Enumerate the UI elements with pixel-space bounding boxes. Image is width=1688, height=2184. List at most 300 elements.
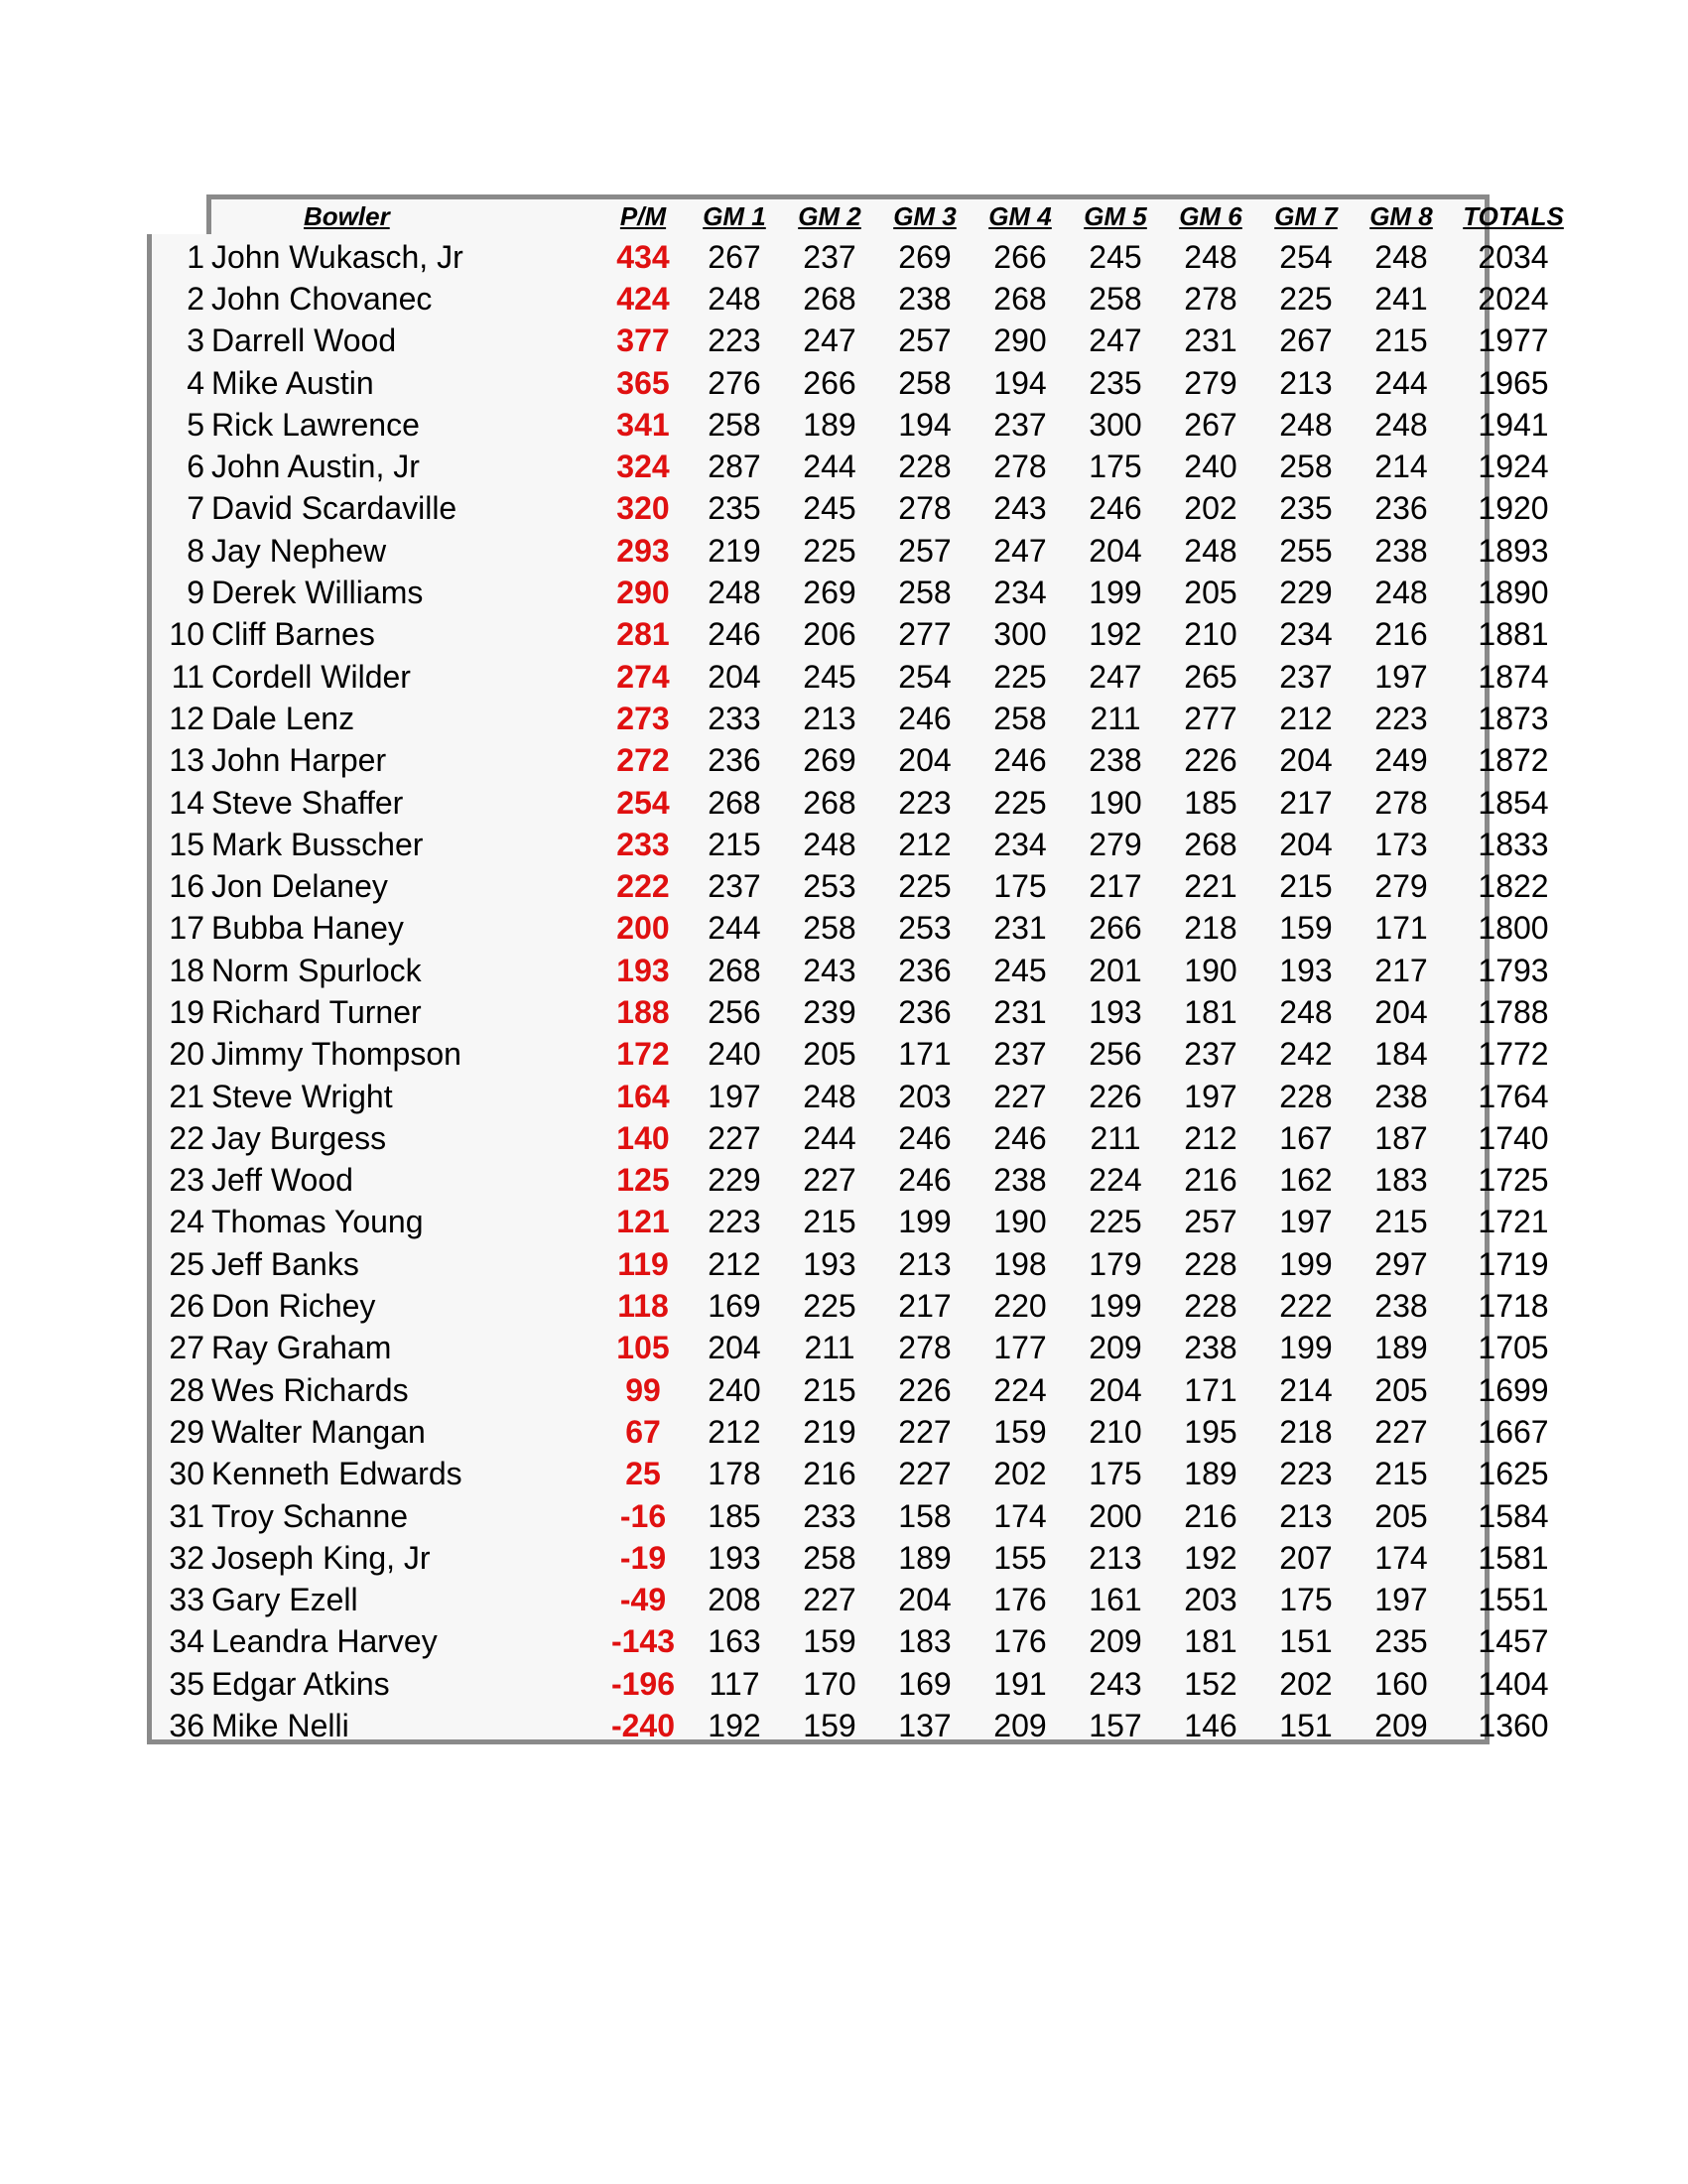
game-6-cell: 205 (1184, 575, 1237, 611)
total-cell: 1705 (1478, 1330, 1549, 1366)
game-5-cell: 209 (1089, 1330, 1142, 1366)
game-7-cell: 159 (1279, 910, 1333, 947)
total-cell: 1800 (1478, 910, 1549, 947)
game-5-cell: 258 (1089, 280, 1142, 317)
game-5-cell: 200 (1089, 1497, 1142, 1534)
bowler-name-cell: Jay Nephew (211, 532, 387, 569)
game-8-cell: 241 (1374, 280, 1428, 317)
game-1-cell: 163 (708, 1623, 761, 1660)
rank-cell: 27 (169, 1330, 204, 1366)
game-7-cell: 217 (1279, 784, 1333, 821)
game-5-cell: 192 (1089, 616, 1142, 653)
game-7-cell: 202 (1279, 1665, 1333, 1702)
bowler-name-cell: Kenneth Edwards (211, 1456, 462, 1492)
table-row (149, 404, 1578, 446)
game-8-cell: 204 (1374, 993, 1428, 1030)
pm-cell: -19 (619, 1539, 667, 1576)
game-3-cell: 226 (898, 1371, 952, 1408)
table-row (149, 1705, 1578, 1746)
header-totals: TOTALS (1463, 200, 1564, 231)
table-row (149, 1621, 1578, 1663)
game-6-cell: 226 (1184, 742, 1237, 779)
total-cell: 1581 (1478, 1539, 1549, 1576)
bowler-name-cell: Mark Busscher (211, 826, 424, 862)
game-7-cell: 215 (1279, 868, 1333, 905)
game-8-cell: 215 (1374, 1456, 1428, 1492)
total-cell: 1941 (1478, 406, 1549, 443)
game-8-cell: 216 (1374, 616, 1428, 653)
game-2-cell: 239 (803, 993, 856, 1030)
total-cell: 1772 (1478, 1036, 1549, 1073)
game-4-cell: 194 (993, 364, 1047, 401)
total-cell: 1977 (1478, 322, 1549, 359)
table-row (149, 1076, 1578, 1117)
game-7-cell: 167 (1279, 1119, 1333, 1156)
game-8-cell: 197 (1374, 1582, 1428, 1618)
game-1-cell: 229 (708, 1162, 761, 1199)
game-7-cell: 225 (1279, 280, 1333, 317)
rank-cell: 22 (169, 1119, 204, 1156)
rank-cell: 11 (171, 658, 204, 695)
game-2-cell: 213 (803, 700, 856, 736)
game-3-cell: 278 (898, 490, 952, 527)
game-1-cell: 212 (708, 1413, 761, 1450)
bowler-name-cell: Cliff Barnes (211, 616, 375, 653)
game-1-cell: 244 (708, 910, 761, 947)
pm-cell: 222 (616, 868, 670, 905)
game-8-cell: 278 (1374, 784, 1428, 821)
game-1-cell: 212 (708, 1245, 761, 1282)
game-5-cell: 300 (1089, 406, 1142, 443)
game-6-cell: 277 (1184, 700, 1237, 736)
bowler-name-cell: Darrell Wood (211, 322, 397, 359)
game-1-cell: 223 (708, 322, 761, 359)
game-5-cell: 179 (1089, 1245, 1142, 1282)
game-7-cell: 197 (1279, 1204, 1333, 1240)
game-1-cell: 258 (708, 406, 761, 443)
game-2-cell: 215 (803, 1204, 856, 1240)
game-8-cell: 205 (1374, 1371, 1428, 1408)
game-6-cell: 267 (1184, 406, 1237, 443)
rank-cell: 18 (169, 952, 204, 988)
pm-cell: 320 (616, 490, 670, 527)
game-6-cell: 181 (1184, 993, 1237, 1030)
game-5-cell: 245 (1089, 238, 1142, 275)
table-row (149, 1411, 1578, 1453)
table-row (149, 572, 1578, 613)
bowler-name-cell: David Scardaville (211, 490, 457, 527)
bowler-name-cell: Troy Schanne (211, 1497, 409, 1534)
game-7-cell: 228 (1279, 1078, 1333, 1114)
game-7-cell: 222 (1279, 1288, 1333, 1325)
table-row (149, 614, 1578, 656)
pm-cell: 434 (616, 238, 670, 275)
game-4-cell: 247 (993, 532, 1047, 569)
table-row (149, 1369, 1578, 1411)
pm-cell: 105 (616, 1330, 670, 1366)
pm-cell: 233 (616, 826, 670, 862)
pm-cell: 293 (616, 532, 670, 569)
header-row (149, 196, 1578, 236)
game-1-cell: 268 (708, 952, 761, 988)
game-2-cell: 193 (803, 1245, 856, 1282)
header-gm3: GM 3 (893, 200, 957, 231)
table-row (149, 991, 1578, 1033)
table-row (149, 698, 1578, 739)
game-3-cell: 183 (898, 1623, 952, 1660)
game-4-cell: 246 (993, 742, 1047, 779)
game-2-cell: 225 (803, 532, 856, 569)
pm-cell: 254 (616, 784, 670, 821)
rank-cell: 16 (169, 868, 204, 905)
game-8-cell: 238 (1374, 1078, 1428, 1114)
total-cell: 1854 (1478, 784, 1549, 821)
game-6-cell: 228 (1184, 1288, 1237, 1325)
game-8-cell: 236 (1374, 490, 1428, 527)
rank-cell: 32 (169, 1539, 204, 1576)
game-1-cell: 193 (708, 1539, 761, 1576)
bowler-name-cell: John Harper (211, 742, 387, 779)
game-6-cell: 231 (1184, 322, 1237, 359)
game-1-cell: 236 (708, 742, 761, 779)
game-3-cell: 189 (898, 1539, 952, 1576)
pm-cell: 274 (616, 658, 670, 695)
game-5-cell: 157 (1089, 1708, 1142, 1744)
game-7-cell: 248 (1279, 406, 1333, 443)
total-cell: 1872 (1478, 742, 1549, 779)
bowler-name-cell: Thomas Young (211, 1204, 424, 1240)
pm-cell: 193 (616, 952, 670, 988)
game-1-cell: 240 (708, 1371, 761, 1408)
bowler-name-cell: Steve Shaffer (211, 784, 404, 821)
game-3-cell: 269 (898, 238, 952, 275)
game-1-cell: 219 (708, 532, 761, 569)
game-4-cell: 202 (993, 1456, 1047, 1492)
bowler-name-cell: Jon Delaney (211, 868, 388, 905)
total-cell: 1699 (1478, 1371, 1549, 1408)
rank-cell: 5 (187, 406, 204, 443)
game-8-cell: 209 (1374, 1708, 1428, 1744)
game-8-cell: 223 (1374, 700, 1428, 736)
pm-cell: -16 (619, 1497, 667, 1534)
game-4-cell: 300 (993, 616, 1047, 653)
rank-cell: 13 (169, 742, 204, 779)
bowler-name-cell: John Chovanec (211, 280, 433, 317)
game-8-cell: 248 (1374, 238, 1428, 275)
bowler-name-cell: Don Richey (211, 1288, 376, 1325)
header-gm4: GM 4 (988, 200, 1052, 231)
game-3-cell: 246 (898, 1162, 952, 1199)
table-row (149, 908, 1578, 950)
total-cell: 1822 (1478, 868, 1549, 905)
game-7-cell: 229 (1279, 575, 1333, 611)
game-1-cell: 233 (708, 700, 761, 736)
game-4-cell: 198 (993, 1245, 1047, 1282)
bowler-name-cell: Jay Burgess (211, 1119, 387, 1156)
game-2-cell: 244 (803, 449, 856, 485)
game-2-cell: 258 (803, 1539, 856, 1576)
game-7-cell: 267 (1279, 322, 1333, 359)
game-4-cell: 237 (993, 1036, 1047, 1073)
game-8-cell: 297 (1374, 1245, 1428, 1282)
game-1-cell: 268 (708, 784, 761, 821)
game-4-cell: 176 (993, 1582, 1047, 1618)
game-7-cell: 175 (1279, 1582, 1333, 1618)
game-5-cell: 225 (1089, 1204, 1142, 1240)
game-4-cell: 268 (993, 280, 1047, 317)
game-3-cell: 278 (898, 1330, 952, 1366)
table-row (149, 362, 1578, 404)
game-4-cell: 278 (993, 449, 1047, 485)
game-5-cell: 199 (1089, 575, 1142, 611)
game-5-cell: 246 (1089, 490, 1142, 527)
game-6-cell: 190 (1184, 952, 1237, 988)
game-6-cell: 212 (1184, 1119, 1237, 1156)
game-6-cell: 171 (1184, 1371, 1237, 1408)
game-4-cell: 174 (993, 1497, 1047, 1534)
table-row (149, 530, 1578, 572)
total-cell: 1719 (1478, 1245, 1549, 1282)
game-5-cell: 193 (1089, 993, 1142, 1030)
rank-cell: 21 (169, 1078, 204, 1114)
game-3-cell: 253 (898, 910, 952, 947)
game-7-cell: 258 (1279, 449, 1333, 485)
game-5-cell: 201 (1089, 952, 1142, 988)
game-6-cell: 189 (1184, 1456, 1237, 1492)
game-5-cell: 266 (1089, 910, 1142, 947)
table-row (149, 1202, 1578, 1243)
game-2-cell: 269 (803, 575, 856, 611)
game-8-cell: 184 (1374, 1036, 1428, 1073)
rank-cell: 33 (169, 1582, 204, 1618)
game-8-cell: 197 (1374, 658, 1428, 695)
game-3-cell: 257 (898, 532, 952, 569)
game-8-cell: 249 (1374, 742, 1428, 779)
game-1-cell: 208 (708, 1582, 761, 1618)
pm-cell: 200 (616, 910, 670, 947)
game-1-cell: 169 (708, 1288, 761, 1325)
game-6-cell: 257 (1184, 1204, 1237, 1240)
game-6-cell: 192 (1184, 1539, 1237, 1576)
table-row (149, 321, 1578, 362)
game-7-cell: 234 (1279, 616, 1333, 653)
game-1-cell: 248 (708, 575, 761, 611)
game-6-cell: 248 (1184, 532, 1237, 569)
game-2-cell: 211 (804, 1330, 855, 1366)
game-3-cell: 204 (898, 1582, 952, 1618)
total-cell: 1833 (1478, 826, 1549, 862)
game-7-cell: 254 (1279, 238, 1333, 275)
bowler-name-cell: Norm Spurlock (211, 952, 422, 988)
game-3-cell: 246 (898, 700, 952, 736)
game-7-cell: 204 (1279, 742, 1333, 779)
bowler-name-cell: Derek Williams (211, 575, 424, 611)
game-6-cell: 216 (1184, 1162, 1237, 1199)
game-3-cell: 158 (898, 1497, 952, 1534)
game-6-cell: 181 (1184, 1623, 1237, 1660)
game-5-cell: 226 (1089, 1078, 1142, 1114)
game-5-cell: 204 (1089, 1371, 1142, 1408)
game-6-cell: 185 (1184, 784, 1237, 821)
game-6-cell: 221 (1184, 868, 1237, 905)
table-row (149, 1243, 1578, 1285)
rank-cell: 23 (169, 1162, 204, 1199)
game-7-cell: 235 (1279, 490, 1333, 527)
game-5-cell: 211 (1090, 700, 1141, 736)
game-5-cell: 243 (1089, 1665, 1142, 1702)
table-body (149, 236, 1578, 1747)
game-8-cell: 227 (1374, 1413, 1428, 1450)
game-2-cell: 216 (803, 1456, 856, 1492)
header-pm: P/M (619, 200, 667, 231)
rank-cell: 36 (169, 1708, 204, 1744)
bowler-name-cell: Cordell Wilder (211, 658, 411, 695)
pm-cell: 290 (616, 575, 670, 611)
game-5-cell: 217 (1089, 868, 1142, 905)
game-3-cell: 258 (898, 364, 952, 401)
game-6-cell: 240 (1184, 449, 1237, 485)
game-6-cell: 218 (1184, 910, 1237, 947)
game-5-cell: 210 (1089, 1413, 1142, 1450)
game-5-cell: 199 (1089, 1288, 1142, 1325)
game-3-cell: 223 (898, 784, 952, 821)
table-row (149, 1495, 1578, 1537)
game-4-cell: 258 (993, 700, 1047, 736)
game-5-cell: 279 (1089, 826, 1142, 862)
game-1-cell: 235 (708, 490, 761, 527)
game-1-cell: 215 (708, 826, 761, 862)
pm-cell: 424 (616, 280, 670, 317)
rank-cell: 29 (169, 1413, 204, 1450)
table-row (149, 656, 1578, 698)
game-3-cell: 169 (898, 1665, 952, 1702)
game-1-cell: 197 (708, 1078, 761, 1114)
game-4-cell: 227 (993, 1078, 1047, 1114)
bowler-name-cell: Walter Mangan (211, 1413, 426, 1450)
rank-cell: 10 (169, 616, 204, 653)
game-6-cell: 195 (1184, 1413, 1237, 1450)
game-4-cell: 209 (993, 1708, 1047, 1744)
pm-cell: 341 (616, 406, 670, 443)
rank-cell: 25 (169, 1245, 204, 1282)
total-cell: 1881 (1478, 616, 1549, 653)
game-8-cell: 248 (1374, 406, 1428, 443)
game-7-cell: 162 (1279, 1162, 1333, 1199)
total-cell: 1965 (1478, 364, 1549, 401)
pm-cell: 25 (625, 1456, 661, 1492)
game-8-cell: 238 (1374, 532, 1428, 569)
game-7-cell: 213 (1279, 1497, 1333, 1534)
table-row (149, 1663, 1578, 1705)
bowler-name-cell: Richard Turner (211, 993, 422, 1030)
rank-cell: 24 (169, 1204, 204, 1240)
game-5-cell: 161 (1089, 1582, 1142, 1618)
total-cell: 1551 (1478, 1582, 1549, 1618)
game-4-cell: 290 (993, 322, 1047, 359)
game-6-cell: 210 (1184, 616, 1237, 653)
game-7-cell: 204 (1279, 826, 1333, 862)
game-4-cell: 246 (993, 1119, 1047, 1156)
game-2-cell: 244 (803, 1119, 856, 1156)
game-1-cell: 287 (708, 449, 761, 485)
pm-cell: 273 (616, 700, 670, 736)
bowler-name-cell: Jeff Banks (211, 1245, 359, 1282)
game-8-cell: 171 (1374, 910, 1428, 947)
game-5-cell: 209 (1089, 1623, 1142, 1660)
rank-cell: 26 (169, 1288, 204, 1325)
game-4-cell: 243 (993, 490, 1047, 527)
table-row (149, 278, 1578, 320)
game-7-cell: 214 (1279, 1371, 1333, 1408)
game-7-cell: 199 (1279, 1330, 1333, 1366)
game-4-cell: 177 (993, 1330, 1047, 1366)
game-4-cell: 238 (993, 1162, 1047, 1199)
header-gm2: GM 2 (798, 200, 861, 231)
game-1-cell: 227 (708, 1119, 761, 1156)
rank-cell: 35 (169, 1665, 204, 1702)
total-cell: 1584 (1478, 1497, 1549, 1534)
game-8-cell: 173 (1374, 826, 1428, 862)
game-3-cell: 225 (898, 868, 952, 905)
rank-cell: 7 (187, 490, 204, 527)
header-bowler: Bowler (304, 200, 390, 231)
table-row (149, 1580, 1578, 1621)
game-6-cell: 146 (1184, 1708, 1237, 1744)
bowler-name-cell: John Austin, Jr (211, 449, 420, 485)
pm-cell: 125 (616, 1162, 670, 1199)
game-5-cell: 175 (1089, 449, 1142, 485)
game-8-cell: 189 (1374, 1330, 1428, 1366)
game-2-cell: 248 (803, 826, 856, 862)
game-2-cell: 245 (803, 490, 856, 527)
total-cell: 1740 (1478, 1119, 1549, 1156)
bowler-name-cell: Wes Richards (211, 1371, 409, 1408)
game-5-cell: 247 (1089, 322, 1142, 359)
game-8-cell: 235 (1374, 1623, 1428, 1660)
game-6-cell: 238 (1184, 1330, 1237, 1366)
game-1-cell: 223 (708, 1204, 761, 1240)
rank-cell: 14 (169, 784, 204, 821)
game-2-cell: 253 (803, 868, 856, 905)
total-cell: 1793 (1478, 952, 1549, 988)
game-3-cell: 199 (898, 1204, 952, 1240)
game-2-cell: 159 (803, 1623, 856, 1660)
game-1-cell: 267 (708, 238, 761, 275)
game-2-cell: 227 (803, 1582, 856, 1618)
table-row (149, 865, 1578, 907)
game-5-cell: 247 (1089, 658, 1142, 695)
bowler-name-cell: Joseph King, Jr (211, 1539, 431, 1576)
rank-cell: 9 (187, 575, 204, 611)
game-1-cell: 248 (708, 280, 761, 317)
total-cell: 1788 (1478, 993, 1549, 1030)
rank-cell: 31 (169, 1497, 204, 1534)
game-5-cell: 175 (1089, 1456, 1142, 1492)
bowler-name-cell: Steve Wright (211, 1078, 393, 1114)
game-2-cell: 258 (803, 910, 856, 947)
game-2-cell: 159 (803, 1708, 856, 1744)
pm-cell: 118 (617, 1288, 669, 1325)
game-3-cell: 254 (898, 658, 952, 695)
game-3-cell: 217 (898, 1288, 952, 1325)
game-3-cell: 212 (898, 826, 952, 862)
game-6-cell: 216 (1184, 1497, 1237, 1534)
game-6-cell: 248 (1184, 238, 1237, 275)
game-3-cell: 258 (898, 575, 952, 611)
rank-cell: 8 (187, 532, 204, 569)
game-3-cell: 171 (898, 1036, 952, 1073)
game-7-cell: 213 (1279, 364, 1333, 401)
